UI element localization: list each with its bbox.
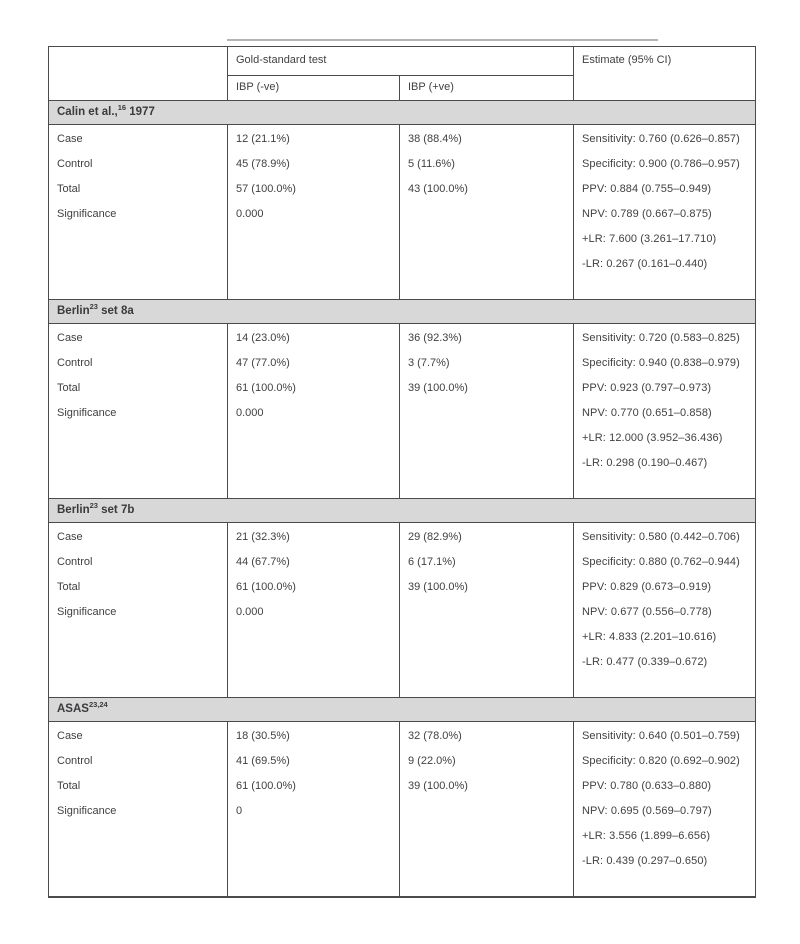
estimate-specificity: Specificity: 0.820 (0.692–0.902) [582, 755, 740, 767]
estimates-cell [574, 523, 756, 698]
cell-value: 3 (7.7%) [408, 357, 450, 369]
ibp-negative-cell [228, 324, 400, 499]
cell-value: 45 (78.9%) [236, 158, 290, 170]
cell-value [408, 804, 565, 819]
row-label: Control [57, 357, 93, 369]
row-labels-cell [49, 324, 228, 499]
estimate-positive-lr: +LR: 4.833 (2.201–10.616) [582, 631, 717, 643]
corner-empty-cell [49, 47, 228, 101]
section-title-calin [49, 101, 756, 125]
cell-value: 12 (21.1%) [236, 133, 290, 145]
ibp-positive-cell [400, 523, 574, 698]
gold-standard-header: Gold-standard test [228, 47, 574, 76]
cell-value: 14 (23.0%) [236, 332, 290, 344]
section-title-asas [49, 698, 756, 722]
estimate-negative-lr: -LR: 0.477 (0.339–0.672) [582, 656, 708, 668]
citation-superscript: 23 [89, 501, 98, 511]
row-label: Control [57, 556, 93, 568]
cell-value: 0 [236, 805, 243, 817]
section-title-text: Berlin [57, 504, 90, 516]
citation-superscript: 16 [117, 103, 127, 113]
ibp-positive-cell [400, 125, 574, 300]
estimate-sensitivity: Sensitivity: 0.640 (0.501–0.759) [582, 730, 740, 742]
cell-value [408, 406, 565, 421]
estimate-negative-lr: -LR: 0.439 (0.297–0.650) [582, 855, 708, 867]
section-title-suffix: set 8a [97, 305, 134, 317]
section-body-row [49, 324, 756, 499]
estimate-sensitivity: Sensitivity: 0.720 (0.583–0.825) [582, 332, 740, 344]
cell-value: 21 (32.3%) [236, 531, 290, 543]
estimate-negative-lr: -LR: 0.298 (0.190–0.467) [582, 457, 708, 469]
section-header-row [49, 499, 756, 523]
cell-value: 6 (17.1%) [408, 556, 456, 568]
cell-value: 0.000 [236, 208, 264, 220]
row-label: Control [57, 755, 93, 767]
ibp-negative-header: IBP (-ve) [228, 76, 400, 101]
header-row-group [49, 47, 756, 76]
row-label: Total [57, 183, 81, 195]
row-label: Significance [57, 208, 117, 220]
cell-value: 29 (82.9%) [408, 531, 462, 543]
row-label: Total [57, 382, 81, 394]
cell-value: 5 (11.6%) [408, 158, 455, 170]
top-rule-artifact [227, 39, 658, 41]
section-header-row [49, 101, 756, 125]
row-label: Total [57, 780, 81, 792]
estimate-specificity: Specificity: 0.900 (0.786–0.957) [582, 158, 740, 170]
cell-value: 61 (100.0%) [236, 780, 296, 792]
estimate-npv: NPV: 0.677 (0.556–0.778) [582, 606, 712, 618]
estimate-ppv: PPV: 0.923 (0.797–0.973) [582, 382, 712, 394]
estimate-ppv: PPV: 0.829 (0.673–0.919) [582, 581, 712, 593]
cell-value: 61 (100.0%) [236, 382, 296, 394]
row-label: Total [57, 581, 81, 593]
row-label: Significance [57, 407, 117, 419]
section-title-berlin-7b [49, 499, 756, 523]
cell-value: 47 (77.0%) [236, 357, 290, 369]
estimates-cell [574, 722, 756, 897]
estimates-cell [574, 125, 756, 300]
estimate-header: Estimate (95% CI) [574, 47, 756, 101]
estimate-positive-lr: +LR: 12.000 (3.952–36.436) [582, 432, 723, 444]
cell-value [408, 605, 565, 620]
section-body-row [49, 523, 756, 698]
citation-superscript: 23,24 [88, 700, 108, 710]
row-label: Control [57, 158, 93, 170]
row-label: Case [57, 332, 83, 344]
section-title-suffix: set 7b [97, 504, 135, 516]
ibp-negative-cell [228, 125, 400, 300]
cell-value: 41 (69.5%) [236, 755, 290, 767]
ibp-positive-cell [400, 722, 574, 897]
ibp-negative-cell [228, 722, 400, 897]
row-label: Case [57, 133, 83, 145]
estimate-specificity: Specificity: 0.880 (0.762–0.944) [582, 556, 740, 568]
row-label: Significance [57, 805, 117, 817]
row-label: Case [57, 730, 83, 742]
section-title-text: Berlin [57, 305, 90, 317]
estimate-ppv: PPV: 0.780 (0.633–0.880) [582, 780, 712, 792]
row-labels-cell [49, 722, 228, 897]
section-body-row [49, 125, 756, 300]
section-title-text: ASAS [57, 703, 89, 715]
estimate-positive-lr: +LR: 3.556 (1.899–6.656) [582, 830, 711, 842]
estimate-npv: NPV: 0.695 (0.569–0.797) [582, 805, 712, 817]
estimate-negative-lr: -LR: 0.267 (0.161–0.440) [582, 258, 708, 270]
estimate-npv: NPV: 0.770 (0.651–0.858) [582, 407, 712, 419]
cell-value: 61 (100.0%) [236, 581, 296, 593]
cell-value: 36 (92.3%) [408, 332, 462, 344]
cell-value: 18 (30.5%) [236, 730, 290, 742]
row-labels-cell [49, 523, 228, 698]
cell-value: 0.000 [236, 407, 264, 419]
section-header-row [49, 698, 756, 722]
estimate-sensitivity: Sensitivity: 0.760 (0.626–0.857) [582, 133, 740, 145]
citation-superscript: 23 [89, 302, 98, 312]
row-label: Significance [57, 606, 117, 618]
cell-value: 39 (100.0%) [408, 581, 468, 593]
cell-value: 39 (100.0%) [408, 382, 468, 394]
ibp-positive-header: IBP (+ve) [400, 76, 574, 101]
cell-value: 44 (67.7%) [236, 556, 290, 568]
row-label: Case [57, 531, 83, 543]
section-title-text: Calin et al., [57, 106, 118, 118]
estimate-ppv: PPV: 0.884 (0.755–0.949) [582, 183, 712, 195]
cell-value: 57 (100.0%) [236, 183, 296, 195]
cell-value: 32 (78.0%) [408, 730, 462, 742]
estimate-npv: NPV: 0.789 (0.667–0.875) [582, 208, 712, 220]
estimate-sensitivity: Sensitivity: 0.580 (0.442–0.706) [582, 531, 740, 543]
cell-value: 43 (100.0%) [408, 183, 468, 195]
section-header-row [49, 300, 756, 324]
estimates-cell [574, 324, 756, 499]
cell-value: 0.000 [236, 606, 264, 618]
cell-value: 9 (22.0%) [408, 755, 456, 767]
cell-value: 39 (100.0%) [408, 780, 468, 792]
section-title-berlin-8a [49, 300, 756, 324]
cell-value [408, 207, 565, 222]
cell-value: 38 (88.4%) [408, 133, 462, 145]
row-labels-cell [49, 125, 228, 300]
section-title-suffix: 1977 [126, 106, 155, 118]
diagnostic-accuracy-table [48, 46, 756, 897]
section-body-row [49, 722, 756, 897]
ibp-positive-cell [400, 324, 574, 499]
ibp-negative-cell [228, 523, 400, 698]
estimate-specificity: Specificity: 0.940 (0.838–0.979) [582, 357, 740, 369]
estimate-positive-lr: +LR: 7.600 (3.261–17.710) [582, 233, 717, 245]
